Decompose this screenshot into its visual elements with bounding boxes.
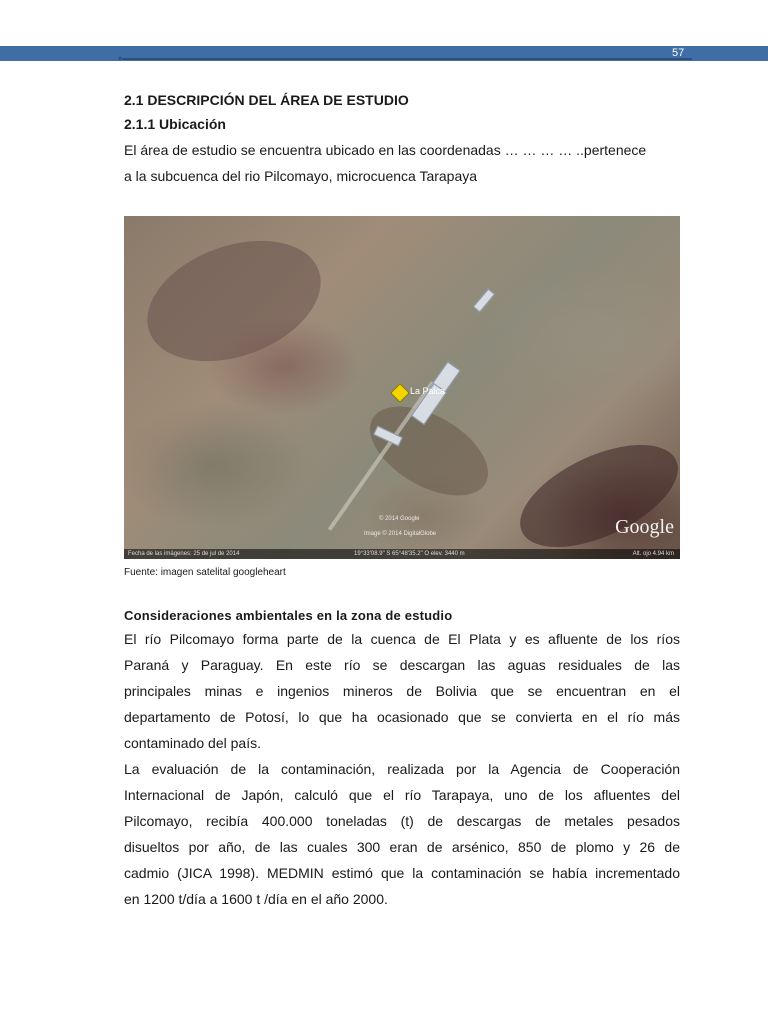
paragraph-line: disueltos por año, de las cuales 300 eran de arsénico, 850 de plomo y 26 de (124, 839, 680, 855)
header-rule (122, 58, 692, 60)
header-tick-icon: ▾ (118, 54, 123, 63)
building (473, 288, 495, 312)
intro-line-1: El área de estudio se encuentra ubicado en las coordenadas … … … … ..pertenece (124, 142, 647, 158)
placemark-pin-icon (390, 383, 410, 403)
coordinates-readout: 19°33'08.9" S 65°48'35.2" O elev. 3440 m (354, 551, 465, 557)
imagery-date: Fecha de las imágenes: 25 de jul de 2014 (128, 551, 240, 557)
figure-caption: Fuente: imagen satelital googleheart (124, 567, 286, 578)
paragraph-2 (124, 756, 680, 912)
paragraph-line: contaminado del país. (124, 735, 261, 751)
paragraph-line: departamento de Potosí, lo que ha ocasionado que se convierta en el río más (124, 709, 680, 725)
paragraph-line: La evaluación de la contaminación, realizada por la Agencia de Cooperación (124, 761, 680, 777)
eye-altitude: Alt. ojo 4.94 km (632, 551, 674, 557)
section-title: 2.1 DESCRIPCIÓN DEL ÁREA DE ESTUDIO (124, 92, 409, 108)
paragraph-line: cadmio (JICA 1998). MEDMIN estimó que la contaminación se había incrementado (124, 865, 680, 881)
satellite-image (124, 216, 680, 559)
paragraph-line: principales minas e ingenios mineros de Bolivia que se encuentran en el (124, 683, 680, 699)
page-number: 57 (672, 47, 685, 59)
imagery-copyright: Image © 2014 DigitalGlobe (364, 531, 437, 537)
paragraph-line: Pilcomayo, recibía 400.000 toneladas (t) de descargas de metales pesados (124, 813, 680, 829)
intro-line-2: a la subcuenca del rio Pilcomayo, microcuenca Tarapaya (124, 168, 478, 184)
map-info-bar (124, 549, 680, 559)
google-logo: Google (615, 516, 674, 538)
considerations-heading: Consideraciones ambientales en la zona de estudio (124, 608, 453, 623)
place-label: La Palca (410, 386, 446, 396)
paragraph-line: en 1200 t/día a 1600 t /día en el año 2000. (124, 891, 388, 907)
paragraph-line: Internacional de Japón, calculó que el río Tarapaya, uno de los afluentes del (124, 787, 680, 803)
paragraph-line: Paraná y Paraguay. En este río se descargan las aguas residuales de las (124, 657, 680, 673)
paragraph-1 (124, 626, 680, 756)
map-copyright: © 2014 Google (379, 516, 420, 522)
paragraph-line: El río Pilcomayo forma parte de la cuenca de El Plata y es afluente de los ríos (124, 631, 680, 647)
terrain-ridge (131, 219, 338, 384)
page-content (124, 88, 680, 912)
subsection-title: 2.1.1 Ubicación (124, 116, 226, 132)
